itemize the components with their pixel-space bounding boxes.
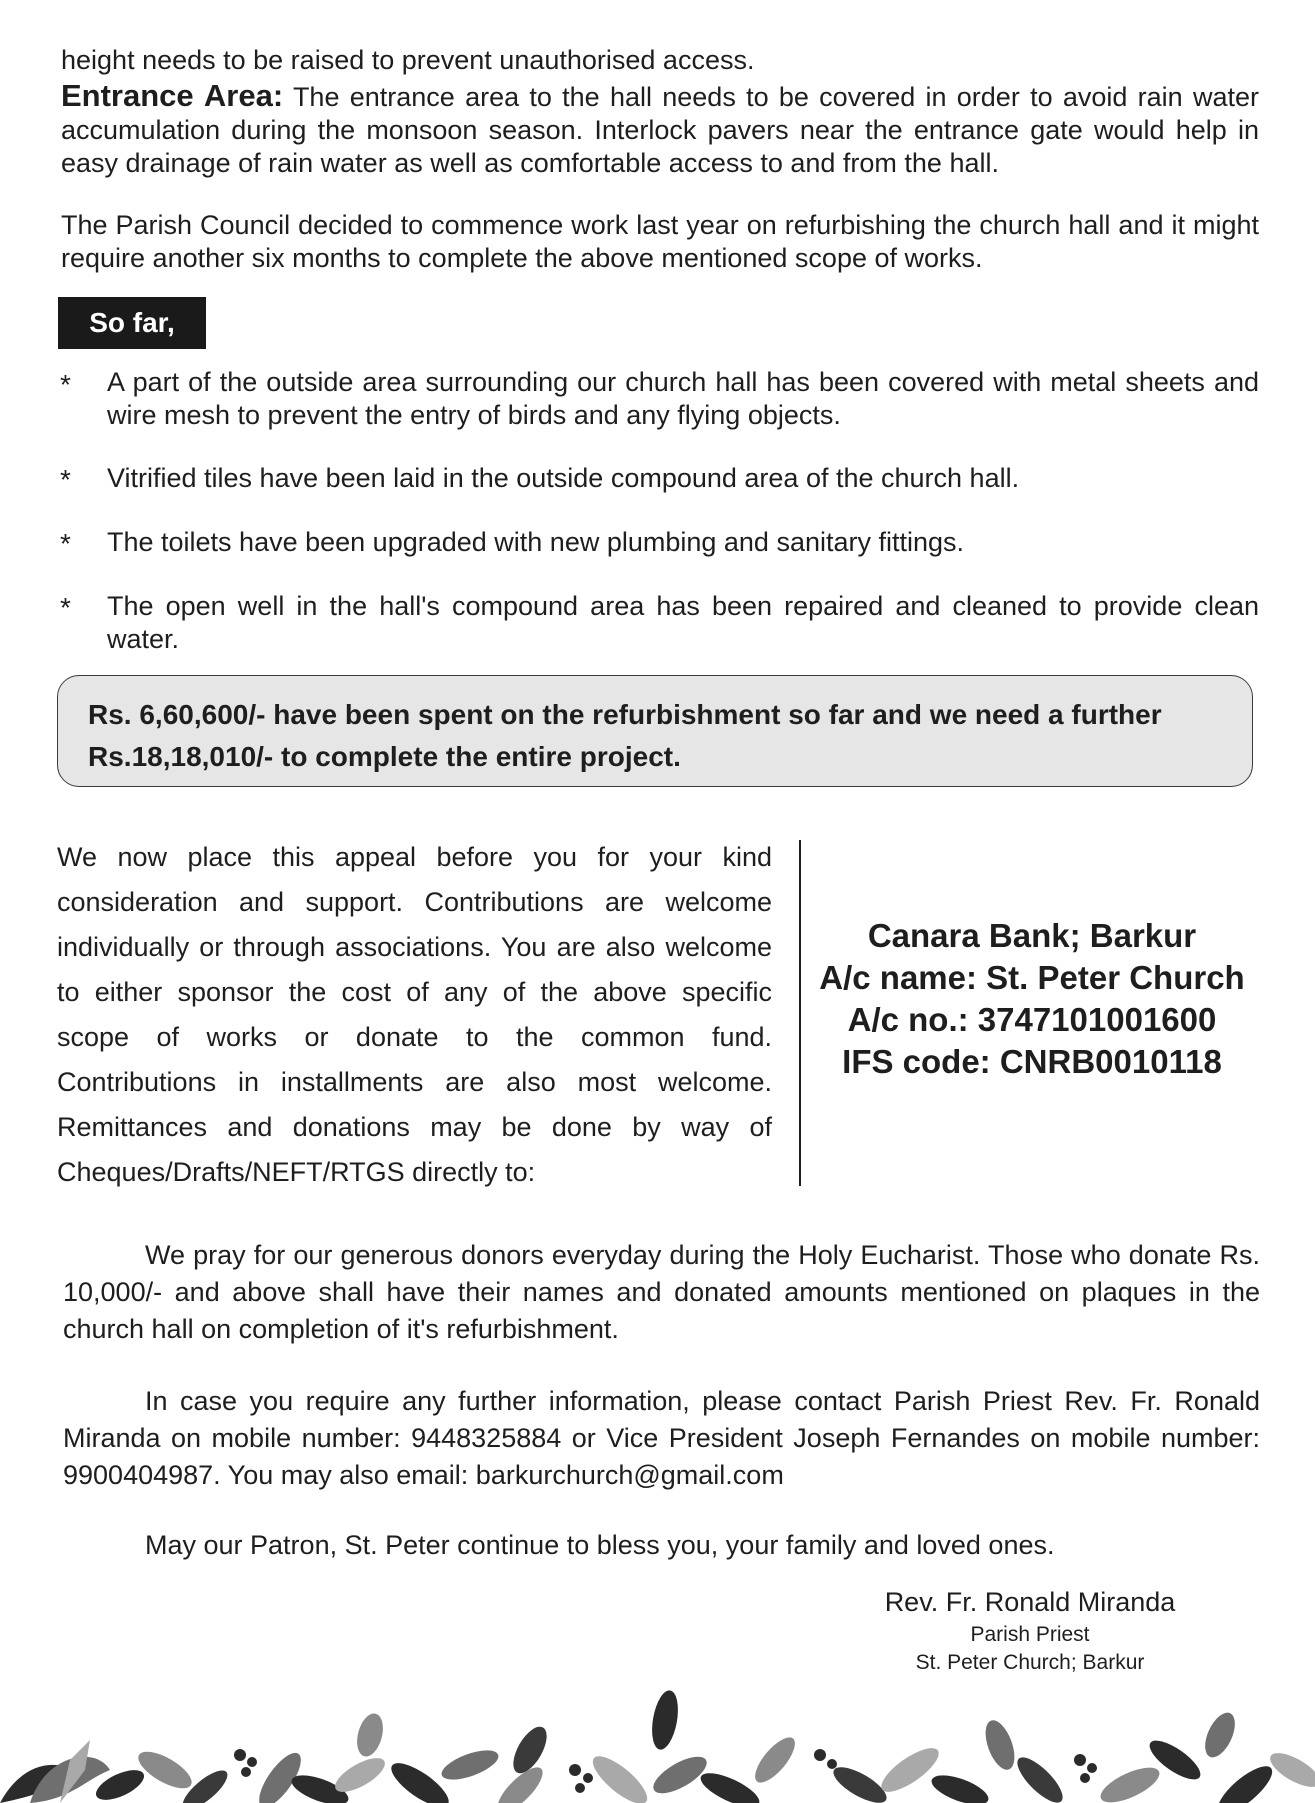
entrance-text: The entrance area to the hall needs to be covered in order to avoid rain water accumulation during the monsoon season. Interlock pavers near the entrance gate would help in easy drainage of rain water as well as comfortable access to and from the hall. (61, 82, 1259, 178)
so-far-badge: So far, (58, 297, 206, 349)
list-item: The open well in the hall's compound area has been repaired and cleaned to provide clean water. (107, 591, 1259, 654)
bullet-star-icon: * (60, 464, 71, 495)
callout-line-needed: Rs.18,18,010/- to complete the entire project. (88, 741, 681, 772)
signature-church: St. Peter Church; Barkur (915, 1651, 1145, 1674)
bullet-star-icon: * (60, 528, 71, 559)
account-name: A/c name: St. Peter Church (819, 959, 1245, 996)
column-divider (799, 840, 801, 1186)
entrance-heading: Entrance Area: (61, 78, 284, 113)
leaf-cluster-left (0, 1711, 390, 1803)
leaf-cluster-right (875, 1708, 1315, 1803)
list-item: The toilets have been upgraded with new plumbing and sanitary fittings. (107, 527, 965, 557)
bank-name: Canara Bank; Barkur (867, 917, 1197, 954)
bullet-star-icon: * (60, 592, 71, 623)
appeal-paragraph: We now place this appeal before you for your kind consideration and support. Contributions are welcome individually or through associations. You are also welcome to either sponsor the cost of any of the above specific scope of works or donate to the common fund. Contributions in installments are also most welcome. Remittances and donations may be done by way of Cheques/Drafts/NEFT/RTGS directly to: (57, 842, 772, 1187)
council-paragraph: The Parish Council decided to commence work last year on refurbishing the church hall and it might require another six months to complete the above mentioned scope of works. (61, 210, 1259, 273)
list-item: Vitrified tiles have been laid in the outside compound area of the church hall. (107, 463, 1020, 493)
bullet-star-icon: * (60, 369, 71, 400)
signature-name: Rev. Fr. Ronald Miranda (884, 1587, 1176, 1617)
account-number: A/c no.: 3747101001600 (847, 1001, 1217, 1038)
funding-callout (57, 675, 1253, 787)
bank-details (812, 915, 1252, 1083)
intro-line: height needs to be raised to prevent unauthorised access. (61, 45, 755, 75)
blessing-line: May our Patron, St. Peter continue to bless you, your family and loved ones. (145, 1530, 1055, 1560)
prayer-paragraph: We pray for our generous donors everyday during the Holy Eucharist. Those who donate Rs. 10,000/- and above shall have their names and donated amounts mentioned on plaques in the church hall on completion of it's refurbishment. (63, 1240, 1260, 1344)
callout-line-spent: Rs. 6,60,600/- have been spent on the refurbishment so far and we need a further (88, 699, 1162, 730)
ifs-code: IFS code: CNRB0010118 (842, 1043, 1222, 1080)
signature-title: Parish Priest (970, 1623, 1090, 1646)
contact-paragraph: In case you require any further information, please contact Parish Priest Rev. Fr. Ronald Miranda on mobile number: 9448325884 or Vice President Joseph Fernandes on mobile number: 9900404987. You may also email: barkurchurch@gmail.com (63, 1386, 1260, 1490)
foliage-border (0, 1660, 1315, 1803)
entrance-section (61, 79, 1259, 180)
leaf-cluster-center (385, 1688, 891, 1803)
list-item: A part of the outside area surrounding our church hall has been covered with metal sheets and wire mesh to prevent the entry of birds and any flying objects. (107, 367, 1259, 430)
